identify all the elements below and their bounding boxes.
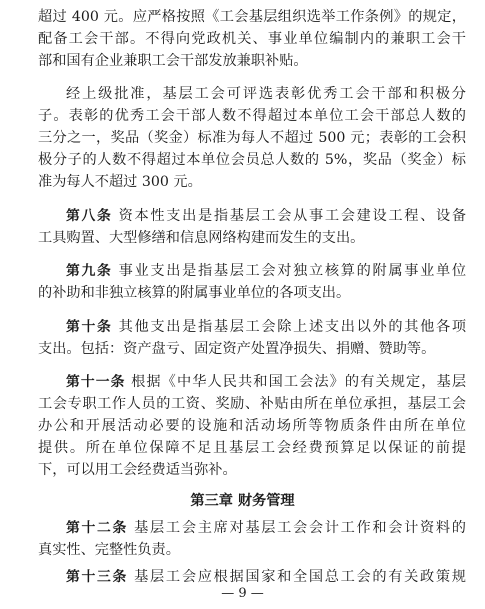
article-text: 事业支出是指基层工会对独立核算的附属事业单位 [112, 263, 466, 279]
chapter-heading: 第三章 财务管理 [190, 493, 295, 509]
article-title: 第九条 [66, 263, 113, 279]
text-line: 配备工会干部。不得向党政机关、事业单位编制内的兼职工会干 [38, 31, 466, 47]
article-8-line [66, 205, 466, 227]
text-line: 极分子的人数不得超过本单位会员总人数的 5%，奖品（奖金）标 [38, 152, 466, 168]
page-number: — 9 — [221, 586, 264, 601]
text-line: 经上级批准，基层工会可评选表彰优秀工会干部和积极分 [66, 86, 466, 102]
article-title: 第十一条 [66, 374, 126, 390]
article-text: 基层工会应根据国家和全国总工会的有关政策规 [127, 569, 466, 585]
article-10-line [66, 316, 466, 338]
text-line: 真实性、完整性负责。 [38, 542, 180, 558]
text-line: 部和国有企业兼职工会干部发放兼职补贴。 [38, 53, 308, 69]
article-text: 其他支出是指基层工会除上述支出以外的其他各项 [112, 319, 466, 335]
text-line: 下，可以用工会经费适当弥补。 [38, 462, 237, 478]
article-title: 第十条 [66, 319, 113, 335]
text-line: 准为每人不超过 300 元。 [38, 174, 202, 190]
article-title: 第十三条 [66, 569, 128, 585]
article-11-line [66, 371, 466, 393]
article-text: 根据《中华人民共和国工会法》的有关规定，基层 [125, 374, 466, 390]
article-title: 第十二条 [66, 520, 128, 536]
text-line: 办公和开展活动必要的设施和活动场所等物质条件由所在单位 [38, 418, 466, 434]
text-line: 子。表彰的优秀工会干部人数不得超过本单位工会干部总人数的 [38, 108, 466, 124]
article-12-line [66, 517, 466, 539]
article-text: 资本性支出是指基层工会从事工会建设工程、设备 [112, 208, 466, 224]
text-line: 工具购置、大型修缮和信息网络构建而发生的支出。 [38, 230, 365, 246]
text-line: 三分之一，奖品（奖金）标准为每人不超过 500 元；表彰的工会积 [38, 130, 466, 146]
text-line: 提供。所在单位保障不足且基层工会经费预算足以保证的前提 [38, 440, 466, 456]
text-line: 超过 400 元。应严格按照《工会基层组织选举工作条例》的规定， [38, 9, 466, 25]
text-line: 的补助和非独立核算的附属事业单位的各项支出。 [38, 285, 351, 301]
article-title: 第八条 [66, 208, 113, 224]
article-text: 基层工会主席对基层工会会计工作和会计资料的 [127, 520, 466, 536]
text-line: 工会专职工作人员的工资、奖励、补贴由所在单位承担，基层工会 [38, 396, 466, 412]
article-9-line [66, 260, 466, 282]
text-line: 支出。包括：资产盘亏、固定资产处置净损失、捐赠、赞助等。 [38, 341, 436, 357]
